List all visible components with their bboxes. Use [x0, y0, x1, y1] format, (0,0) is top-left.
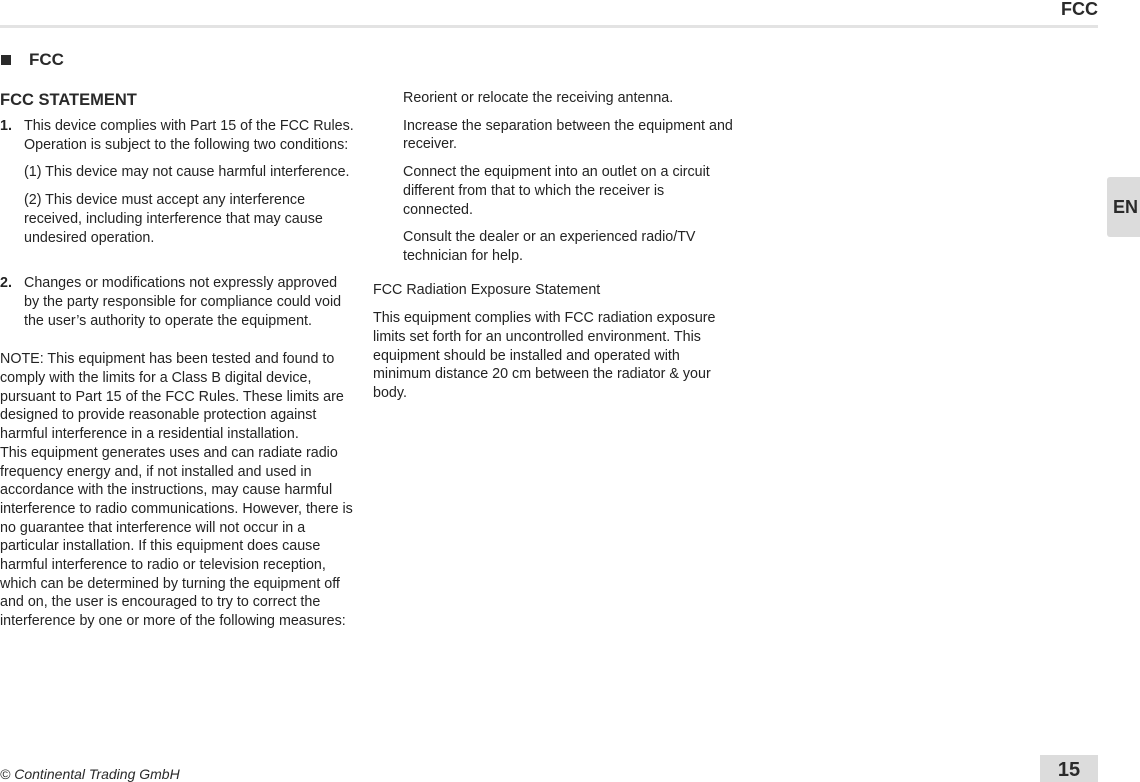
condition-2: (2) This device must accept any interference received, including interference that may cause undesired operation.: [24, 192, 323, 246]
left-column: [0, 90, 356, 631]
language-tab: EN: [1107, 177, 1140, 237]
header-section-label: FCC: [1061, 0, 1098, 19]
measures-list: [373, 89, 733, 266]
rf-exposure-title: FCC Radiation Exposure Statement: [373, 281, 601, 298]
section-title: FCC: [29, 50, 64, 69]
numbered-item-1: [0, 117, 356, 247]
footer-copyright: © Continental Trading GmbH: [0, 766, 180, 782]
item-text: Changes or modifications not expressly approved by the party responsible for compliance could void the user’s authority to operate the equipment.: [24, 275, 342, 329]
list-item: Increase the separation between the equipment and receiver.: [403, 117, 733, 153]
item-number: 2.: [0, 275, 12, 292]
page-number: 15: [1040, 755, 1098, 782]
section-heading: [1, 50, 64, 70]
numbered-item-2: [0, 274, 356, 330]
list-item: Reorient or relocate the receiving antenna.: [403, 90, 674, 106]
condition-1: (1) This device may not cause harmful interference.: [24, 164, 350, 181]
rf-exposure-text: This equipment complies with FCC radiation exposure limits set forth for an uncontrolled environment. This equipment should be installed and operated with minimum distance 20 cm between the radiator & your body.: [373, 310, 716, 402]
square-bullet-icon: [1, 55, 11, 65]
item-number: 1.: [0, 118, 12, 134]
interference-paragraph: This equipment generates uses and can radiate radio frequency energy and, if not installed and used in accordance with the instructions, may cause harmful interference to radio communications. However, there is no guarantee that interference will not occur in a particular installation. If this equipment does cause harmful interference to radio or television reception, which can be determined by turning the equipment off and on, the user is encouraged to try to correct the interference by one or more of the following measures:: [0, 444, 353, 630]
right-column: [373, 89, 733, 403]
item-text: This device complies with Part 15 of the FCC Rules. Operation is subject to the following two conditions:: [24, 118, 354, 153]
header-divider: [0, 25, 1098, 28]
fcc-statement-title: FCC STATEMENT: [0, 91, 137, 109]
note-paragraph: NOTE: This equipment has been tested and found to comply with the limits for a Class B digital device, pursuant to Part 15 of the FCC Rules. These limits are designed to provide reasonable protection against harmful interference in a residential installation.: [0, 351, 344, 443]
list-item: Consult the dealer or an experienced radio/TV technician for help.: [403, 229, 696, 264]
list-item: Connect the equipment into an outlet on a circuit different from that to which the receiver is connected.: [403, 164, 710, 218]
